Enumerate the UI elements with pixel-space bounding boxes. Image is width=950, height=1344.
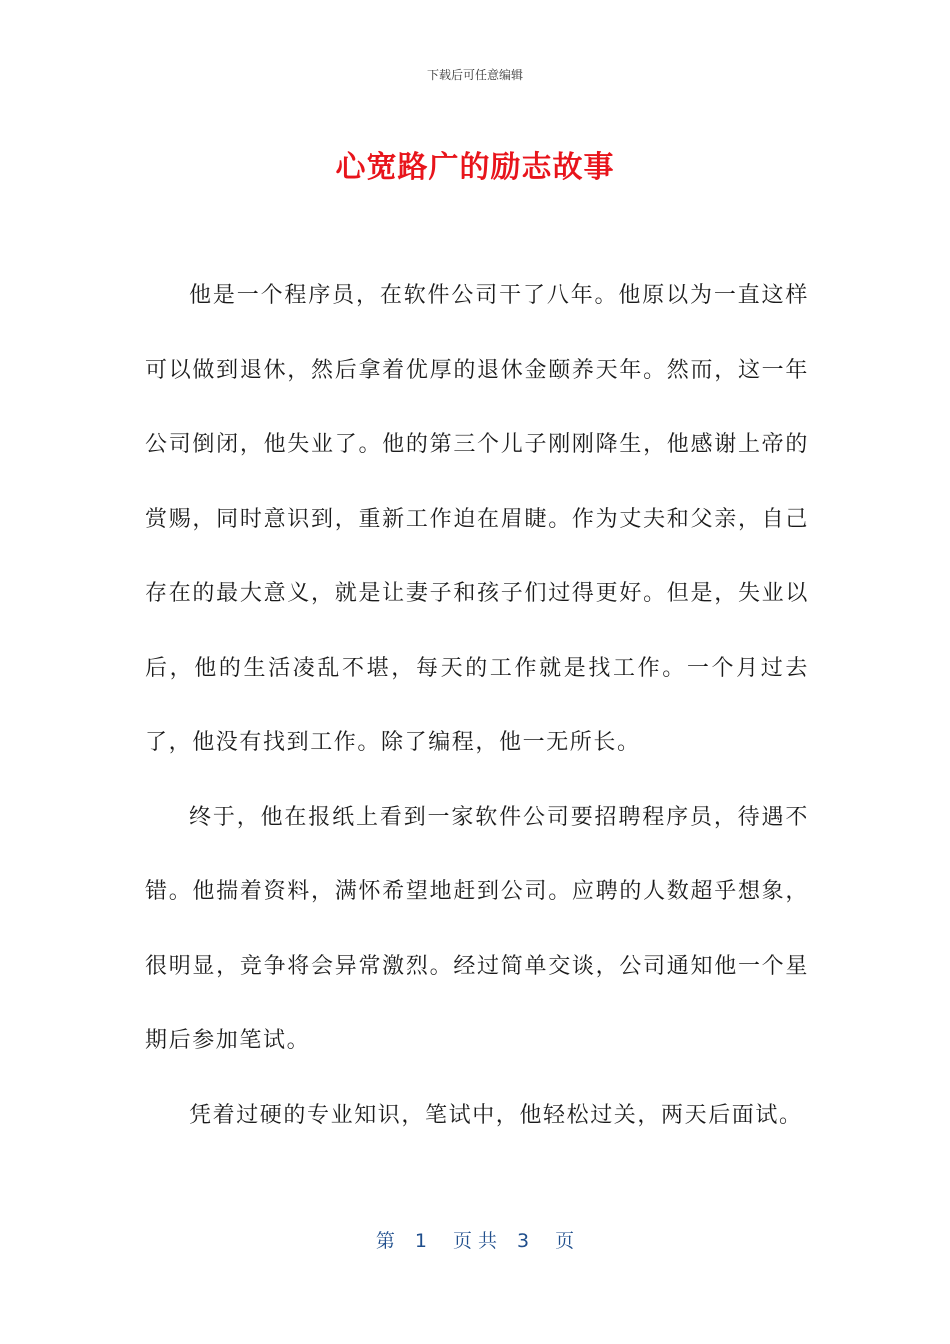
document-title: 心宽路广的励志故事 <box>335 150 615 185</box>
paragraph: 他是一个程序员，在软件公司干了八年。他原以为一直这样可以做到退休，然后拿着优厚的退休金颐养天年。然而，这一年公司倒闭，他失业了。他的第三个儿子刚刚降生，他感谢上帝的赏赐，同时意识到，重新工作迫在眉睫。作为丈夫和父亲，自己存在的最大意义，就是让妻子和孩子们过得更好。但是，失业以后，他的生活凌乱不堪，每天的工作就是找工作。一个月过去了，他没有找到工作。除了编程，他一无所长。 <box>145 283 809 755</box>
footer-page-suffix: 页 <box>555 1230 575 1252</box>
page-footer <box>0 1226 950 1253</box>
header-note: 下载后可任意编辑 <box>426 68 523 82</box>
footer-page-mid: 页 共 <box>452 1230 498 1252</box>
document-body <box>145 259 809 1153</box>
footer-current-page: 1 <box>414 1230 427 1252</box>
footer-page-prefix: 第 <box>375 1230 395 1252</box>
footer-total-pages: 3 <box>517 1230 530 1252</box>
paragraph: 凭着过硬的专业知识，笔试中，他轻松过关，两天后面试。 <box>189 1102 803 1128</box>
paragraph: 终于，他在报纸上看到一家软件公司要招聘程序员，待遇不错。他揣着资料，满怀希望地赶到公司。应聘的人数超乎想象，很明显，竞争将会异常激烈。经过简单交谈，公司通知他一个星期后参加笔试。 <box>145 804 809 1053</box>
page-header <box>0 66 950 83</box>
